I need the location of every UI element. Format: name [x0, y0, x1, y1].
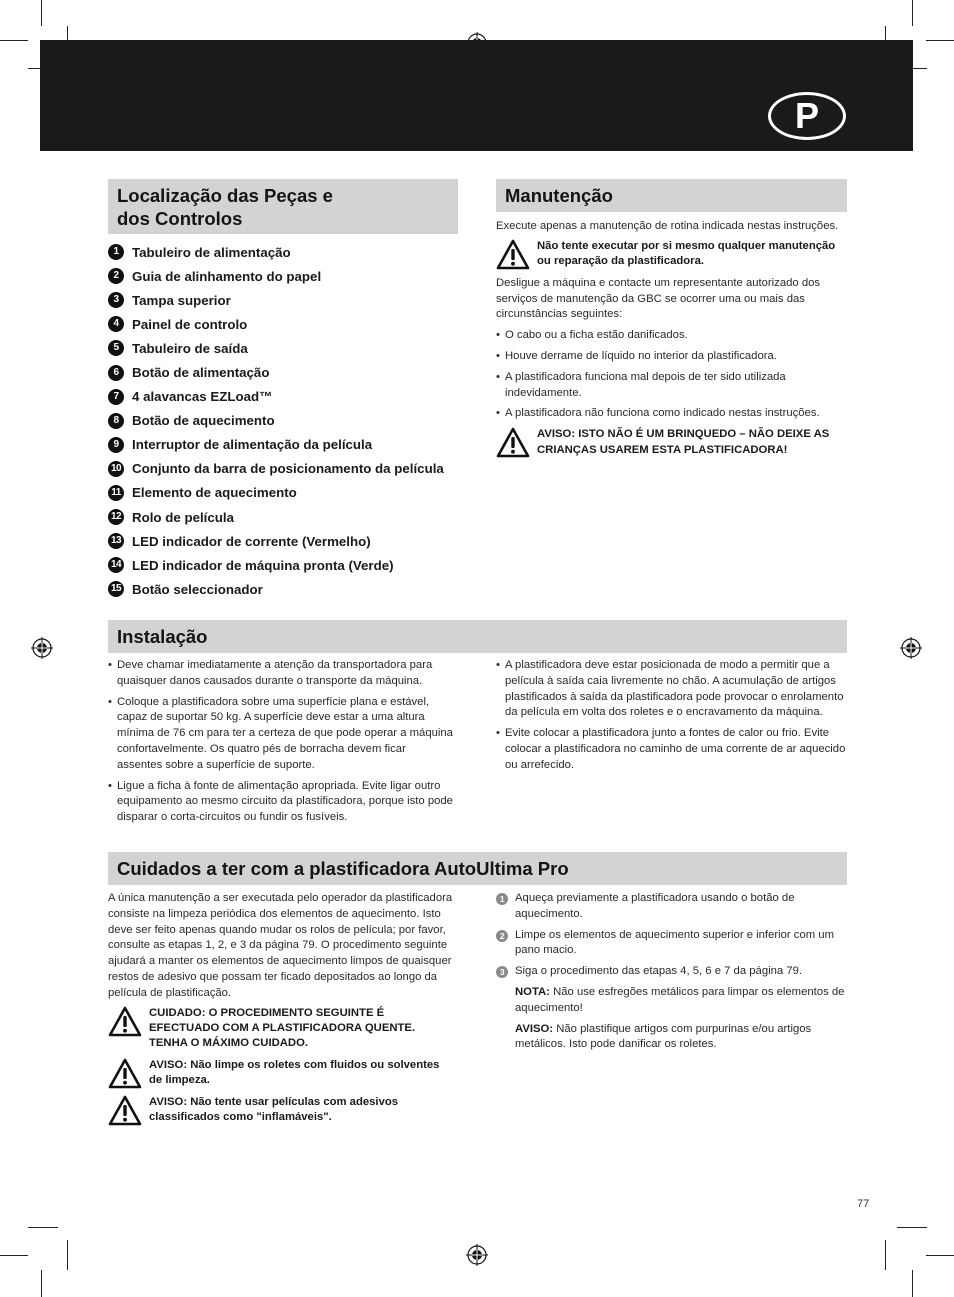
number-badge: 9 [108, 437, 124, 453]
step-text: Siga o procedimento das etapas 4, 5, 6 e 7 da página 79. [515, 965, 803, 978]
crop-mark [926, 40, 954, 41]
care-left-column [108, 891, 454, 1132]
part-label: Rolo de película [132, 509, 234, 525]
number-badge: 8 [108, 413, 124, 429]
bullet-text: A plastificadora funciona mal depois de ter sido utilizada indevidamente. [505, 370, 786, 399]
step-text: Aqueça previamente a plastificadora usando o botão de aquecimento. [515, 892, 795, 920]
part-label: Botão seleccionador [132, 581, 263, 597]
number-badge: 12 [108, 509, 124, 525]
list-item [108, 288, 468, 312]
warning-text: AVISO: Não limpe os roletes com fluidos ou solventes de limpeza. [149, 1058, 440, 1087]
list-item [108, 529, 468, 553]
registration-mark-icon [900, 637, 922, 659]
list-item [108, 409, 468, 433]
list-item [108, 312, 468, 336]
list-item [108, 505, 468, 529]
list-item [496, 891, 848, 923]
note-label: AVISO: [515, 1022, 554, 1035]
crop-mark [41, 0, 42, 26]
warning-triangle-icon [496, 427, 530, 458]
list-item: • A plastificadora funciona mal depois de ter sido utilizada indevidamente. [496, 370, 848, 402]
crop-mark [912, 1270, 913, 1297]
part-label: Tabuleiro de saída [132, 340, 248, 356]
note-text: Não plastifique artigos com purpurinas e/ou artigos metálicos. Isto pode danificar os roletes. [515, 1022, 812, 1051]
maintenance-intro: Execute apenas a manutenção de rotina indicada nestas instruções. [496, 220, 839, 232]
parts-title-line2: dos Controlos [117, 208, 243, 229]
maintenance-paragraph: Desligue a máquina e contacte um representante autorizado dos serviços de manutenção da GBC se ocorrer uma ou mais das circunstâncias seguintes: [496, 276, 821, 321]
warning-text: AVISO: Não tente usar películas com adesivos classificados como "inflamáveis". [149, 1095, 399, 1124]
list-item: • O cabo ou a ficha estão danificados. [496, 328, 848, 344]
parts-title-line1: Localização das Peças e [117, 185, 333, 206]
list-item [108, 577, 468, 601]
bullet-text: A plastificadora deve estar posicionada de modo a permitir que a película à saída caia livremente no chão. A acumulação de artigos plastificados à saída da plastificadora pode provocar o enrolamento da película em volta dos roletes e o encravamento da máquina. [505, 659, 844, 719]
crop-mark [0, 1255, 28, 1256]
list-item [108, 264, 468, 288]
number-badge: 2 [108, 268, 124, 284]
list-item [108, 457, 468, 481]
list-item [108, 433, 468, 457]
bullet-text: O cabo ou a ficha estão danificados. [505, 329, 688, 342]
list-item [108, 385, 468, 409]
step-number-badge: 1 [496, 893, 508, 905]
list-item [496, 964, 848, 980]
warning-block [496, 427, 848, 458]
part-label: Botão de alimentação [132, 365, 270, 381]
list-item: • A plastificadora não funciona como indicado nestas instruções. [496, 406, 848, 422]
part-label: 4 alavancas EZLoad™ [132, 389, 273, 405]
parts-section-title [108, 179, 458, 234]
warning-triangle-icon [108, 1095, 142, 1126]
list-item: • Houve derrame de líquido no interior da plastificadora. [496, 349, 848, 365]
warning-block [108, 1006, 454, 1052]
crop-mark [0, 40, 28, 41]
bullet-text: Houve derrame de líquido no interior da plastificadora. [505, 349, 777, 362]
care-intro: A única manutenção a ser executada pelo operador da plastificadora consiste na limpeza periódica dos elementos de aquecimento. Isto deve ser feito apenas quando mudar os rolos de película; por favor, consulte as etapas 1, 2, e 3 da página 79. O procedimento seguinte ajudará a manter os elementos de aquecimento limpos de quaisquer restos de adesivo que possam ter ficado depositados ao longo da película de plastificação. [108, 892, 453, 999]
language-badge: P [768, 92, 846, 140]
part-label: Tampa superior [132, 292, 231, 308]
warning-triangle-icon [496, 239, 530, 270]
list-item: • Coloque a plastificadora sobre uma superfície plana e estável, capaz de suportar 50 kg. A superfície deve estar a uma altura mínima de 76 cm para ter a certeza de que pode operar a máquina confortavelmente. Os quatro pés de borracha devem ficar assentes sobre a superfície de suporte. [108, 695, 454, 774]
list-item [108, 336, 468, 360]
crop-mark [912, 0, 913, 26]
list-item [496, 928, 848, 960]
part-label: Conjunto da barra de posicionamento da película [132, 461, 444, 477]
note-block [496, 1022, 848, 1054]
list-item: • Ligue a ficha à fonte de alimentação apropriada. Evite ligar outro equipamento ao mesmo circuito da plastificadora, porque isto pode disparar o corta-circuitos ou fundir os fusíveis. [108, 779, 454, 826]
crop-mark [67, 1240, 68, 1270]
number-badge: 15 [108, 581, 124, 597]
warning-text: Não tente executar por si mesmo qualquer manutenção ou reparação da plastificadora. [537, 239, 836, 268]
bullet-text: Deve chamar imediatamente a atenção da transportadora para quaisquer danos causados durante o transporte da máquina. [117, 659, 433, 687]
list-item [108, 481, 468, 505]
warning-triangle-icon [108, 1058, 142, 1089]
crop-mark [41, 1270, 42, 1297]
note-text: Não use esfregões metálicos para limpar os elementos de aquecimento! [515, 985, 845, 1014]
step-number-badge: 3 [496, 966, 508, 978]
part-label: LED indicador de máquina pronta (Verde) [132, 557, 394, 573]
part-label: Interruptor de alimentação da película [132, 437, 373, 453]
warning-triangle-icon [108, 1006, 142, 1037]
part-label: Painel de controlo [132, 316, 248, 332]
parts-list [108, 240, 468, 601]
list-item: • Deve chamar imediatamente a atenção da transportadora para quaisquer danos causados durante o transporte da máquina. [108, 658, 454, 690]
part-label: Guia de alinhamento do papel [132, 268, 322, 284]
installation-section-title: Instalação [108, 620, 847, 653]
warning-block [496, 239, 848, 270]
warning-text: CUIDADO: O PROCEDIMENTO SEGUINTE É EFECTUADO COM A PLASTIFICADORA QUENTE. TENHA O MÁXIMO CUIDADO. [149, 1006, 416, 1050]
list-item [108, 240, 468, 264]
number-badge: 7 [108, 389, 124, 405]
list-item [108, 360, 468, 384]
part-label: Tabuleiro de alimentação [132, 244, 291, 260]
list-item [108, 553, 468, 577]
bullet-text: Ligue a ficha à fonte de alimentação apropriada. Evite ligar outro equipamento ao mesmo circuito da plastificadora, porque isto pode disparar o corta-circuitos ou fundir os fusíveis. [117, 779, 453, 824]
number-badge: 14 [108, 557, 124, 573]
page-number: 77 [857, 1198, 870, 1210]
warning-text: AVISO: ISTO NÃO É UM BRINQUEDO – NÃO DEIXE AS CRIANÇAS USAREM ESTA PLASTIFICADORA! [537, 428, 830, 456]
part-label: Botão de aquecimento [132, 413, 275, 429]
list-item: • Evite colocar a plastificadora junto a fontes de calor ou frio. Evite colocar a plastificadora no caminho de uma corrente de ar aquecido ou arrefecido. [496, 726, 848, 773]
number-badge: 4 [108, 316, 124, 332]
crop-mark [28, 1227, 58, 1228]
warning-block [108, 1095, 454, 1126]
maintenance-body [496, 219, 848, 464]
number-badge: 3 [108, 292, 124, 308]
crop-mark [885, 1240, 886, 1270]
step-text: Limpe os elementos de aquecimento superior e inferior com um pano macio. [515, 928, 834, 957]
number-badge: 1 [108, 244, 124, 260]
note-label: NOTA: [515, 985, 550, 998]
note-block [496, 985, 848, 1017]
warning-block [108, 1058, 454, 1089]
installation-left-column [108, 658, 454, 831]
bullet-text: Evite colocar a plastificadora junto a fontes de calor ou frio. Evite colocar a plastificadora no caminho de uma corrente de ar aquecido ou arrefecido. [505, 727, 846, 771]
bullet-text: Coloque a plastificadora sobre uma superfície plana e estável, capaz de suportar 50 kg. A superfície deve estar a uma altura mínima de 76 cm para ter a certeza de que pode operar a máquina confortavelmente. Os quatro pés de borracha devem ficar assentes sobre a superfície de suporte. [117, 695, 453, 771]
registration-mark-icon [466, 1244, 488, 1266]
care-right-column [496, 891, 848, 1058]
maintenance-section-title: Manutenção [496, 179, 847, 212]
crop-mark [897, 1227, 927, 1228]
crop-mark [926, 1255, 954, 1256]
care-section-title: Cuidados a ter com a plastificadora AutoUltima Pro [108, 852, 847, 885]
part-label: LED indicador de corrente (Vermelho) [132, 533, 371, 549]
number-badge: 10 [108, 461, 124, 477]
step-number-badge: 2 [496, 930, 508, 942]
number-badge: 6 [108, 365, 124, 381]
installation-right-column [496, 658, 848, 779]
bullet-text: A plastificadora não funciona como indicado nestas instruções. [505, 407, 820, 420]
number-badge: 11 [108, 485, 124, 501]
registration-mark-icon [31, 637, 53, 659]
number-badge: 5 [108, 340, 124, 356]
part-label: Elemento de aquecimento [132, 485, 297, 501]
list-item: • A plastificadora deve estar posicionada de modo a permitir que a película à saída caia livremente no chão. A acumulação de artigos plastificados à saída da plastificadora pode provocar o enrolamento da película em volta dos roletes e o encravamento da máquina. [496, 658, 848, 721]
number-badge: 13 [108, 533, 124, 549]
